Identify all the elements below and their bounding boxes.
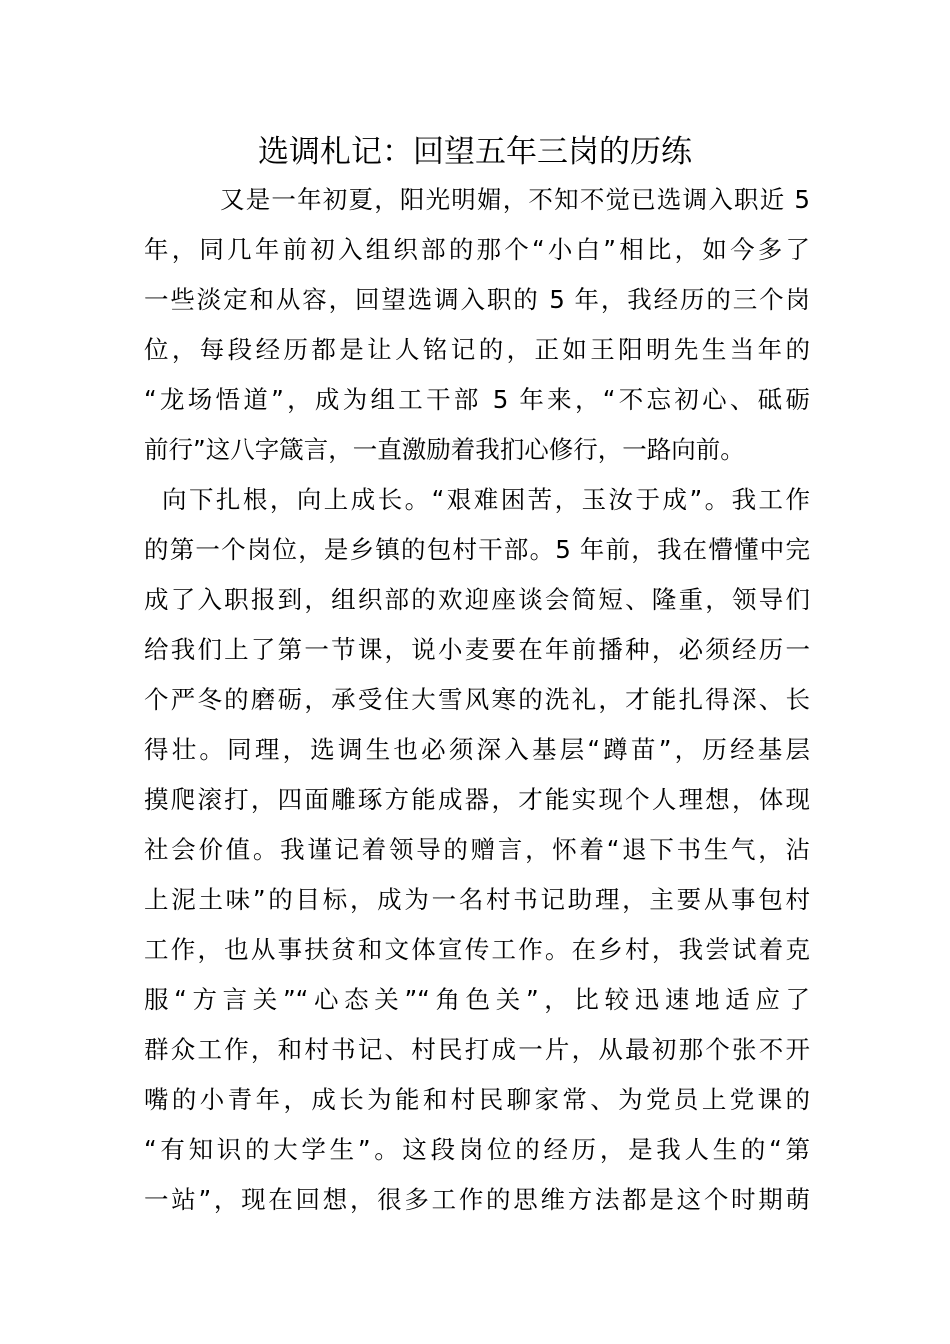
paragraph-line: 给我们上了第一节课，说小麦要在年前播种，必须经历一 (144, 635, 810, 664)
paragraph-line: 位，每段经历都是让人铭记的，正如王阳明先生当年的 (144, 335, 810, 364)
paragraph-line: 嘴的小青年，成长为能和村民聊家常、为党员上党课的 (144, 1085, 810, 1114)
paragraph-line: “龙场悟道”，成为组工干部 5 年来，“不忘初心、砥砺 (144, 385, 810, 414)
paragraph-line: 一些淡定和从容，回望选调入职的 5 年，我经历的三个岗 (144, 285, 810, 314)
paragraph-line: 摸爬滚打，四面雕琢方能成器，才能实现个人理想，体现 (144, 785, 810, 814)
paragraph-line: 成了入职报到，组织部的欢迎座谈会简短、隆重，领导们 (144, 585, 810, 614)
paragraph-line: 的第一个岗位，是乡镇的包村干部。5 年前，我在懵懂中完 (144, 535, 810, 564)
paragraph-line: 工作，也从事扶贫和文体宣传工作。在乡村，我尝试着克 (144, 935, 810, 964)
paragraph-line: 向下扎根，向上成长。“艰难困苦，玉汝于成”。我工作 (162, 485, 810, 514)
document-title: 选调札记：回望五年三岗的历练 (258, 134, 692, 170)
paragraph-line: 又是一年初夏，阳光明媚，不知不觉已选调入职近 5 (220, 185, 810, 214)
paragraph-line: “有知识的大学生”。这段岗位的经历，是我人生的“第 (144, 1135, 810, 1164)
paragraph-line: 一站”，现在回想，很多工作的思维方法都是这个时期萌 (144, 1185, 810, 1214)
paragraph-line: 前行”这八字箴言，一直激励着我扪心修行，一路向前。 (144, 435, 745, 464)
paragraph-line: 年，同几年前初入组织部的那个“小白”相比，如今多了 (144, 235, 810, 264)
paragraph-line: 服“方言关”“心态关”“角色关”，比较迅速地适应了 (144, 985, 810, 1014)
paragraph-line: 社会价值。我谨记着领导的赠言，怀着“退下书生气，沾 (144, 835, 810, 864)
paragraph-line: 个严冬的磨砺，承受住大雪风寒的洗礼，才能扎得深、长 (144, 685, 810, 714)
paragraph-line: 上泥土味”的目标，成为一名村书记助理，主要从事包村 (144, 885, 810, 914)
paragraph-line: 得壮。同理，选调生也必须深入基层“蹲苗”，历经基层 (144, 735, 810, 764)
paragraph-line: 群众工作，和村书记、村民打成一片，从最初那个张不开 (144, 1035, 810, 1064)
